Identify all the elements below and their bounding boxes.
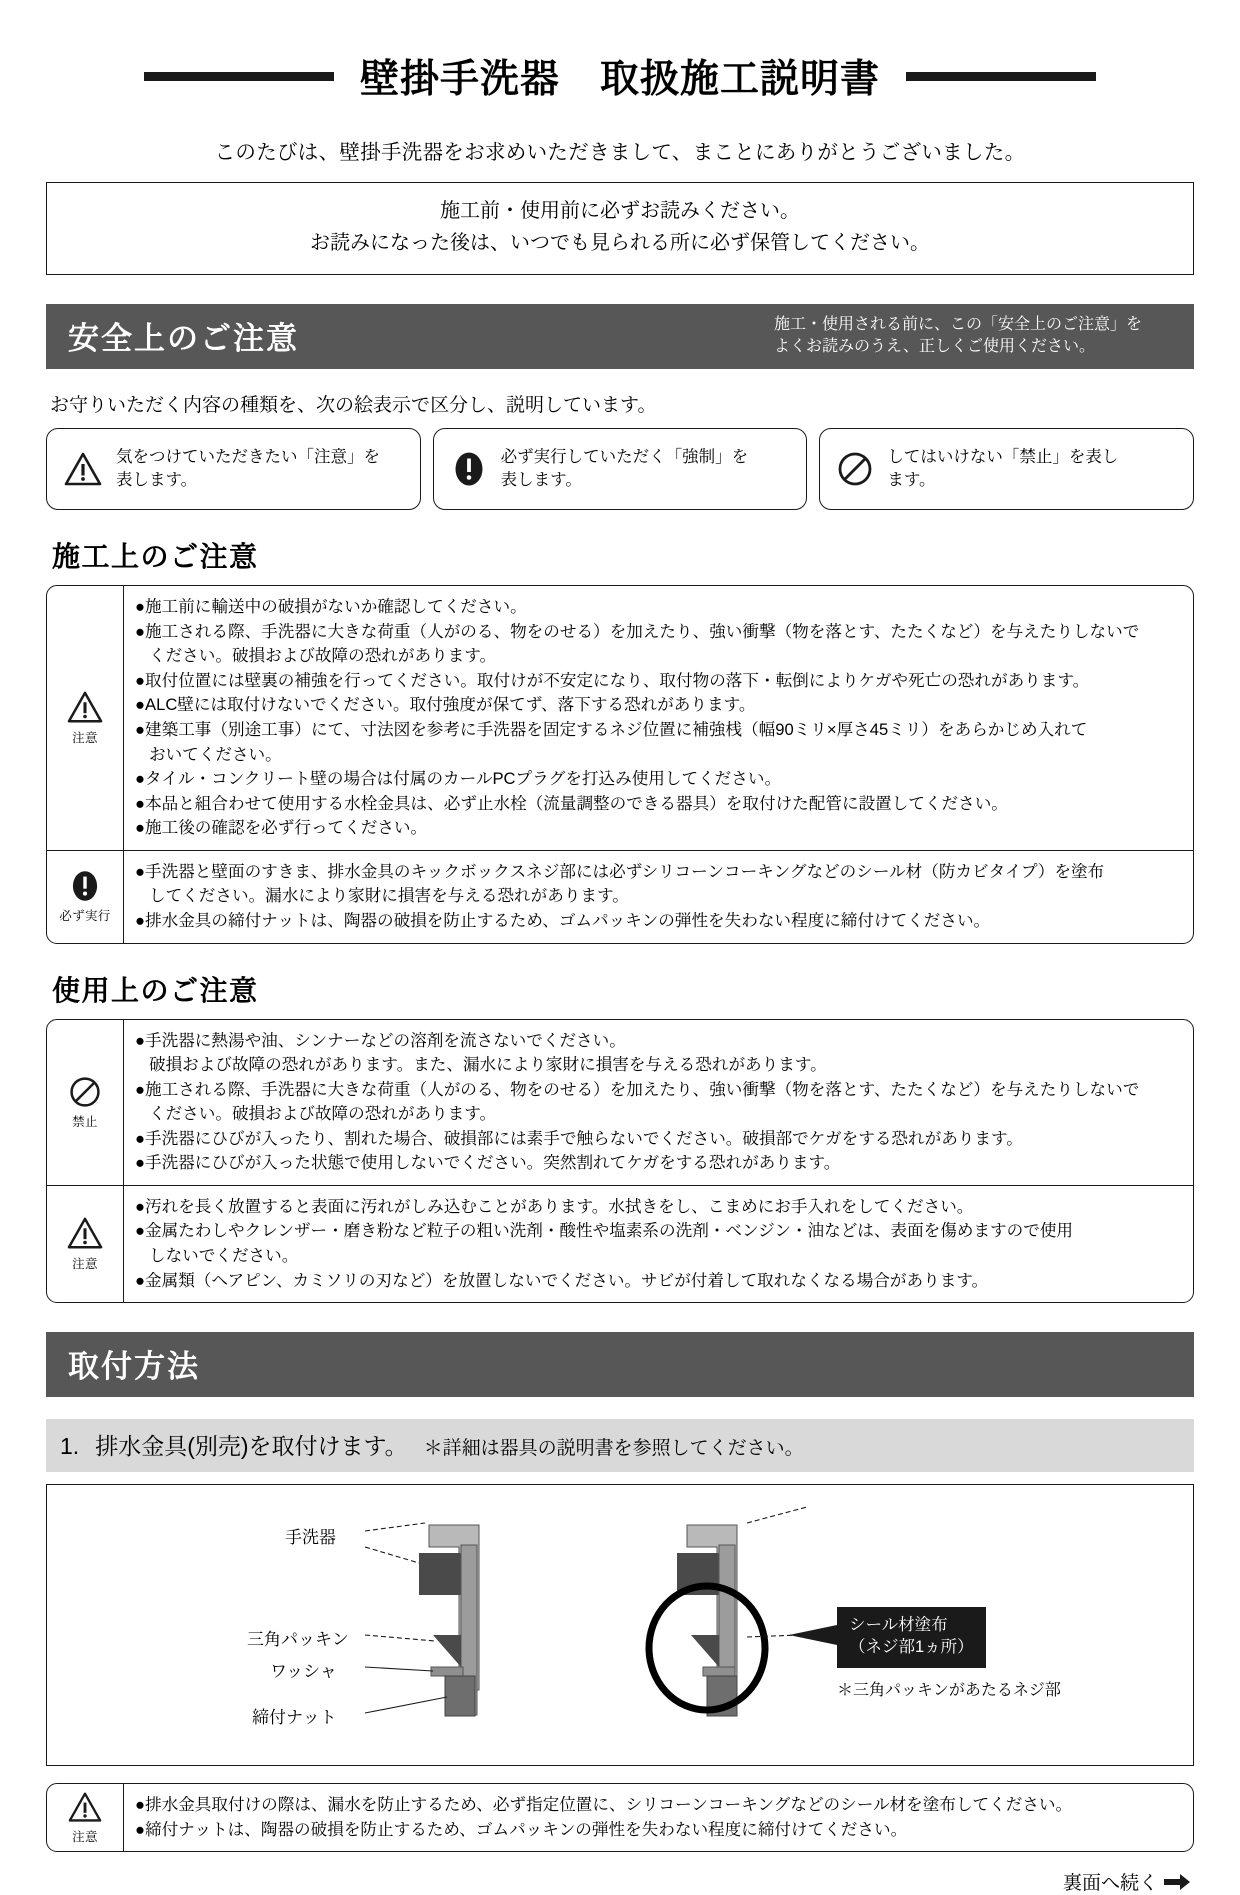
row-icon-cell (47, 1186, 124, 1302)
install-section-bar (46, 1332, 1194, 1397)
usage-caution-table (46, 1019, 1194, 1304)
header-rule-left (144, 72, 334, 81)
list-item: ●手洗器にひびが入った状態で使用しないでください。突然割れてケガをする恐れがあります。 (135, 1153, 841, 1173)
list-item: ●排水金具の締付ナットは、陶器の破損を防止するため、ゴムパッキンの弾性を失わない程度に締付けてください。 (135, 910, 991, 930)
list-item-cont: 破損および故障の恐れがあります。また、漏水により家財に損害を与える恐れがあります。 (149, 1055, 827, 1075)
warning-triangle-icon (63, 451, 103, 488)
step-1-bar (46, 1419, 1194, 1472)
legend-box-mandatory (433, 428, 808, 510)
safety-section-title: 安全上のご注意 (68, 321, 299, 357)
legend-box-caution (46, 428, 421, 510)
read-notice-line-2: お読みになった後は、いつでも見られる所に必ず保管してください。 (310, 231, 930, 254)
legend-prohibition-line-1: してはいけない「禁止」を表し (887, 448, 1119, 467)
list-item: ●汚れを長く放置すると表面に汚れがしみ込むことがあります。水拭きをし、こまめにお手入れをしてください。 (135, 1196, 974, 1216)
safety-note-line-1: 施工・使用される前に、この「安全上のご注意」を (773, 316, 1142, 334)
warning-triangle-icon (67, 1791, 103, 1824)
list-item: ●金属たわしやクレンザー・磨き粉など粒子の粗い洗剤・酸性や塩素系の洗剤・ベンジン・油などは、表面を傷めますので使用 (135, 1221, 1074, 1241)
list-item: ●施工される際、手洗器に大きな荷重（人がのる、物をのせる）を加えたり、強い衝撃（物を落とす、たたくなど）を与えたりしないで (135, 621, 1140, 641)
list-item: ●手洗器に熱湯や油、シンナーなどの溶剤を流さないでください。 (135, 1030, 626, 1050)
list-item-cont: しないでください。 (149, 1246, 299, 1265)
row-icon-cell (47, 1020, 124, 1185)
list-item: ●取付位置には壁裏の補強を行ってください。取付けが不安定になり、取付物の落下・転倒によりケガや死亡の恐れがあります。 (135, 670, 1090, 690)
legend-mandatory-text (501, 446, 749, 492)
list-item-cont: ください。破損および故障の恐れがあります。 (149, 1104, 497, 1124)
read-before-use-box (46, 182, 1194, 275)
row-icon-caption: 必ず実行 (59, 909, 111, 924)
list-item-cont: ください。破損および故障の恐れがあります。 (149, 646, 497, 666)
table-row (47, 850, 1193, 943)
usage-heading: 使用上のご注意 (52, 974, 259, 1006)
legend-mandatory-line-1: 必ず実行していただく「強制」を (500, 448, 749, 467)
callout-line-2: （ネジ部1ヵ所） (849, 1637, 974, 1656)
install-footer-caution-table (46, 1783, 1194, 1852)
continued-on-back (46, 1868, 1194, 1895)
mandatory-exclamation-icon (450, 450, 488, 488)
legend-prohibition-text (887, 446, 1118, 492)
continued-label: 裏面へ続く (1062, 1873, 1158, 1895)
construction-caution-table (46, 585, 1194, 943)
warning-triangle-icon (66, 1216, 104, 1251)
row-icon-cell (47, 1784, 124, 1851)
safety-section-bar (46, 304, 1194, 369)
row-icon-caption: 注意 (72, 1829, 98, 1844)
list-item: ●本品と組合わせて使用する水栓金具は、必ず止水栓（流量調整のできる器具）を取付けた配管に設置してください。 (135, 793, 1008, 813)
safety-lead-text: お守りいただく内容の種類を、次の絵表示で区分し、説明しています。 (50, 395, 657, 417)
arrow-right-icon (1164, 1874, 1190, 1890)
legend-caution-text (116, 446, 380, 492)
step-title: 排水金具(別売)を取付けます。 (95, 1433, 408, 1460)
list-item-cont: してください。漏水により家財に損害を与える恐れがあります。 (149, 886, 629, 906)
table-row (47, 586, 1193, 850)
list-item: ●施工される際、手洗器に大きな荷重（人がのる、物をのせる）を加えたり、強い衝撃（物を落とす、たたくなど）を与えたりしないで (135, 1079, 1140, 1099)
legend-mandatory-line-2: 表します。 (500, 471, 582, 490)
figure-label-basin: 手洗器 (285, 1528, 336, 1548)
list-item: ●ALC壁には取付けないでください。取付強度が保てず、落下する恐れがあります。 (135, 695, 756, 715)
row-body (124, 1020, 1193, 1185)
figure-label-washer: ワッシャ (270, 1662, 337, 1682)
row-body (124, 586, 1193, 850)
row-icon-cell (47, 586, 124, 850)
row-icon-cell (47, 851, 124, 943)
row-body (124, 1784, 1193, 1851)
figure-label-triangle-packing: 三角パッキン (247, 1630, 349, 1650)
figure-footnote: ＊三角パッキンがあたるネジ部 (837, 1682, 1061, 1700)
legend-row (46, 428, 1194, 510)
legend-prohibition-line-2: ます。 (887, 471, 936, 490)
sealant-callout (837, 1607, 986, 1668)
prohibition-circle-icon (836, 450, 874, 488)
table-row (47, 1185, 1193, 1302)
legend-caution-line-2: 表します。 (116, 471, 198, 490)
row-body (124, 1186, 1193, 1302)
prohibition-circle-icon (68, 1075, 102, 1109)
row-icon-caption: 注意 (72, 731, 98, 745)
row-icon-caption: 注意 (72, 1257, 98, 1271)
list-item: ●施工後の確認を必ず行ってください。 (135, 818, 428, 838)
warning-triangle-icon (66, 690, 104, 725)
table-row (47, 1020, 1193, 1185)
page-title: 壁掛手洗器 取扱施工説明書 (359, 58, 880, 101)
list-item: ●建築工事（別途工事）にて、寸法図を参考に手洗器を固定するネジ位置に補強桟（幅90ミリ×厚さ45ミリ）をあらかじめ入れて (135, 720, 1088, 739)
thanks-message: このたびは、壁掛手洗器をお求めいただきまして、まことにありがとうございました。 (214, 141, 1026, 164)
callout-line-1: シール材塗布 (849, 1616, 948, 1635)
list-item: ●排水金具取付けの際は、漏水を防止するため、必ず指定位置に、シリコーンコーキングなどのシール材を塗布してください。 (135, 1795, 1073, 1815)
installation-figure (46, 1484, 1194, 1766)
list-item: ●手洗器にひびが入ったり、割れた場合、破損部には素手で触らないでください。破損部でケガをする恐れがあります。 (135, 1128, 1023, 1148)
mandatory-exclamation-icon (68, 869, 102, 903)
safety-section-note (774, 314, 1168, 357)
header-rule-right (906, 72, 1096, 81)
install-section-title: 取付方法 (68, 1349, 200, 1385)
list-item: ●タイル・コンクリート壁の場合は付属のカールPCプラグを打込み使用してください。 (135, 769, 782, 789)
legend-caution-line-1: 気をつけていただきたい「注意」を (116, 448, 380, 467)
drain-assembly-diagram (47, 1485, 1193, 1762)
list-item: ●締付ナットは、陶器の破損を防止するため、ゴムパッキンの弾性を失わない程度に締付けてください。 (135, 1819, 908, 1839)
read-notice-line-1: 施工前・使用前に必ずお読みください。 (440, 200, 800, 222)
document-header (46, 0, 1194, 104)
row-icon-caption: 禁止 (72, 1114, 98, 1129)
figure-label-nut: 締付ナット (252, 1708, 337, 1728)
safety-note-line-2: よくお読みのうえ、正しくご使用ください。 (773, 337, 1095, 355)
list-item-cont: おいてください。 (149, 744, 282, 764)
list-item: ●金属類（ヘアピン、カミソリの刃など）を放置しないでください。サビが付着して取れなくなる場合があります。 (135, 1270, 989, 1290)
table-row (47, 1784, 1193, 1851)
list-item: ●手洗器と壁面のすきま、排水金具のキックボックスネジ部には必ずシリコーンコーキングなどのシール材（防カビタイプ）を塗布 (135, 861, 1105, 881)
step-number: 1. (60, 1433, 80, 1460)
step-note: ＊詳細は器具の説明書を参照してください。 (423, 1438, 804, 1460)
row-body (124, 851, 1193, 943)
list-item: ●施工前に輸送中の破損がないか確認してください。 (135, 597, 527, 617)
legend-box-prohibition (819, 428, 1194, 510)
construction-heading: 施工上のご注意 (52, 541, 259, 573)
